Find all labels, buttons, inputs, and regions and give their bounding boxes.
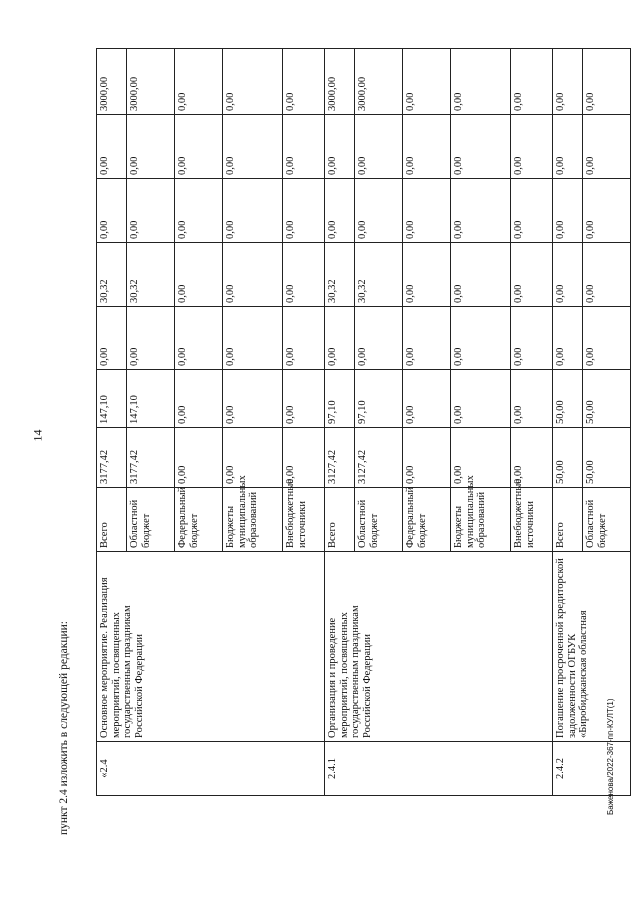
amount-cell: 0,00 xyxy=(325,115,355,179)
amount-cell: 97,10 xyxy=(355,370,403,428)
amount-cell: 0,00 xyxy=(175,179,223,243)
amount-cell: 0,00 xyxy=(283,179,325,243)
amount-cell: 0,00 xyxy=(553,49,583,115)
amount-cell: 0,00 xyxy=(283,307,325,370)
amount-cell: 0,00 xyxy=(553,115,583,179)
amount-cell: 0,00 xyxy=(223,243,283,307)
amount-cell: 0,00 xyxy=(325,307,355,370)
amount-cell: 0,00 xyxy=(223,307,283,370)
amount-cell: 0,00 xyxy=(403,370,451,428)
amount-cell: 0,00 xyxy=(583,115,631,179)
page-number: 14 xyxy=(30,429,45,442)
amount-cell: 0,00 xyxy=(223,428,283,488)
amount-cell: 0,00 xyxy=(175,243,223,307)
amount-cell: 0,00 xyxy=(97,307,127,370)
amount-cell: 0,00 xyxy=(223,115,283,179)
amount-cell: 0,00 xyxy=(283,243,325,307)
amount-cell: 0,00 xyxy=(451,115,511,179)
amount-cell: 0,00 xyxy=(175,115,223,179)
amount-cell: 0,00 xyxy=(451,243,511,307)
amount-cell: 0,00 xyxy=(175,307,223,370)
funding-source: Бюджеты муниципальных образований xyxy=(223,488,283,552)
amount-cell: 0,00 xyxy=(325,179,355,243)
amount-cell: 0,00 xyxy=(511,428,553,488)
funding-source: Внебюджетные источники xyxy=(283,488,325,552)
amount-cell: 3000,00 xyxy=(127,49,175,115)
amount-cell: 3127,42 xyxy=(355,428,403,488)
amount-cell: 147,10 xyxy=(97,370,127,428)
amount-cell: 0,00 xyxy=(355,115,403,179)
amount-cell: 50,00 xyxy=(583,370,631,428)
amount-cell: 0,00 xyxy=(451,428,511,488)
amount-cell: 0,00 xyxy=(403,179,451,243)
item-name: Погашение просроченной кредиторской задолженности ОГБУК «Биробиджанская областная xyxy=(553,552,631,742)
amount-cell: 0,00 xyxy=(175,49,223,115)
amount-cell: 0,00 xyxy=(97,115,127,179)
amount-cell: 0,00 xyxy=(583,307,631,370)
amount-cell: 30,32 xyxy=(97,243,127,307)
amount-cell: 97,10 xyxy=(325,370,355,428)
funding-source: Федеральный бюджет xyxy=(175,488,223,552)
amount-cell: 3000,00 xyxy=(97,49,127,115)
amount-cell: 30,32 xyxy=(325,243,355,307)
amount-cell: 0,00 xyxy=(451,179,511,243)
amount-cell: 0,00 xyxy=(403,115,451,179)
amount-cell: 0,00 xyxy=(175,428,223,488)
item-code: 2.4.2 xyxy=(553,742,631,796)
amount-cell: 0,00 xyxy=(511,370,553,428)
amount-cell: 0,00 xyxy=(97,179,127,243)
amount-cell: 0,00 xyxy=(553,307,583,370)
amount-cell: 30,32 xyxy=(127,243,175,307)
table-row xyxy=(325,49,355,796)
amount-cell: 0,00 xyxy=(511,115,553,179)
item-name: Организация и проведение мероприятий, посвященных государственным праздникам Российской Федерации xyxy=(325,552,553,742)
amount-cell: 0,00 xyxy=(451,49,511,115)
funding-source: Всего xyxy=(325,488,355,552)
funding-source: Внебюджетные источники xyxy=(511,488,553,552)
amount-cell: 0,00 xyxy=(511,49,553,115)
amount-cell: 0,00 xyxy=(223,49,283,115)
amount-cell: 0,00 xyxy=(283,428,325,488)
amount-cell: 3000,00 xyxy=(355,49,403,115)
amount-cell: 0,00 xyxy=(553,179,583,243)
funding-source: Федеральный бюджет xyxy=(403,488,451,552)
amount-cell: 0,00 xyxy=(127,115,175,179)
amount-cell: 0,00 xyxy=(283,49,325,115)
funding-source: Всего xyxy=(97,488,127,552)
amount-cell: 0,00 xyxy=(355,307,403,370)
amount-cell: 0,00 xyxy=(283,115,325,179)
amount-cell: 3177,42 xyxy=(97,428,127,488)
amount-cell: 50,00 xyxy=(553,370,583,428)
amount-cell: 3127,42 xyxy=(325,428,355,488)
table-row xyxy=(553,49,583,796)
footer-note: Баженова/2022-367-пп-КУЛТ(1) xyxy=(606,698,615,815)
item-code: 2.4.1 xyxy=(325,742,553,796)
amount-cell: 0,00 xyxy=(127,307,175,370)
item-code: «2.4 xyxy=(97,742,325,796)
funding-source: Всего xyxy=(553,488,583,552)
funding-source: Областной бюджет xyxy=(127,488,175,552)
amount-cell: 147,10 xyxy=(127,370,175,428)
amount-cell: 30,32 xyxy=(355,243,403,307)
funding-source: Областной бюджет xyxy=(583,488,631,552)
amount-cell: 0,00 xyxy=(223,370,283,428)
amount-cell: 50,00 xyxy=(583,428,631,488)
amount-cell: 0,00 xyxy=(553,243,583,307)
amount-cell: 0,00 xyxy=(511,307,553,370)
table-row xyxy=(97,49,127,796)
amount-cell: 0,00 xyxy=(583,49,631,115)
amount-cell: 0,00 xyxy=(127,179,175,243)
amount-cell: 0,00 xyxy=(403,243,451,307)
amount-cell: 0,00 xyxy=(511,243,553,307)
amount-cell: 0,00 xyxy=(283,370,325,428)
amount-cell: 0,00 xyxy=(583,179,631,243)
intro-text: пункт 2.4 изложить в следующей редакции: xyxy=(58,621,70,835)
amount-cell: 0,00 xyxy=(223,179,283,243)
amount-cell: 3177,42 xyxy=(127,428,175,488)
amount-cell: 0,00 xyxy=(511,179,553,243)
funding-source: Областной бюджет xyxy=(355,488,403,552)
item-name: Основное мероприятие. Реализация мероприятий, посвященных государственным праздникам Российской Федерации xyxy=(97,552,325,742)
amount-cell: 0,00 xyxy=(355,179,403,243)
amount-cell: 3000,00 xyxy=(325,49,355,115)
amount-cell: 0,00 xyxy=(175,370,223,428)
amount-cell: 0,00 xyxy=(451,307,511,370)
amount-cell: 0,00 xyxy=(403,307,451,370)
table-body xyxy=(97,49,631,796)
funding-source: Бюджеты муниципальных образований xyxy=(451,488,511,552)
amount-cell: 0,00 xyxy=(451,370,511,428)
amount-cell: 0,00 xyxy=(403,49,451,115)
amount-cell: 50,00 xyxy=(553,428,583,488)
amount-cell: 0,00 xyxy=(583,243,631,307)
budget-table xyxy=(96,49,608,796)
amount-cell: 0,00 xyxy=(403,428,451,488)
